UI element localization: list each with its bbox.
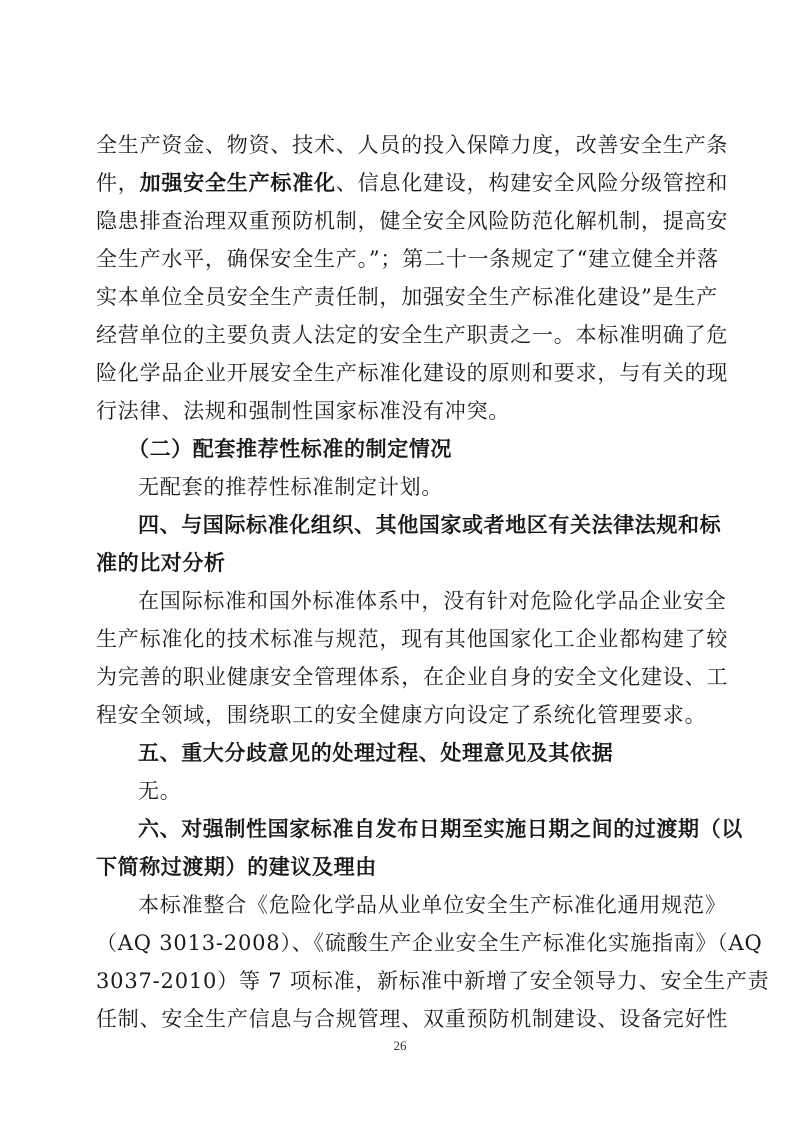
- paragraph-line: （AQ 3013-2008）、《硫酸生产企业安全生产标准化实施指南》（AQ: [96, 931, 763, 955]
- section-text: 无配套的推荐性标准制定计划。: [138, 475, 444, 499]
- section-heading-2: （二）配套推荐性标准的制定情况: [128, 437, 452, 461]
- paragraph-line: 本标准整合《危险化学品从业单位安全生产标准化通用规范》: [138, 893, 727, 917]
- paragraph-line: 险化学品企业开展安全生产标准化建设的原则和要求，与有关的现: [96, 361, 729, 385]
- section-text: 无。: [138, 779, 182, 803]
- text-run: 、信息化建设，构建安全风险分级管控和: [335, 171, 729, 195]
- paragraph-line: 在国际标准和国外标准体系中，没有针对危险化学品企业安全: [138, 589, 727, 613]
- section-heading-4: 四、与国际标准化组织、其他国家或者地区有关法律法规和标: [138, 513, 722, 537]
- paragraph-line: 全生产资金、物资、技术、人员的投入保障力度，改善安全生产条: [96, 133, 729, 157]
- section-heading-4-cont: 准的比对分析: [96, 551, 226, 575]
- section-heading-5: 五、重大分歧意见的处理过程、处理意见及其依据: [138, 741, 614, 765]
- section-heading-6: 六、对强制性国家标准自发布日期至实施日期之间的过渡期（以: [138, 817, 743, 841]
- paragraph-line: 实本单位全员安全生产责任制，加强安全生产标准化建设”是生产: [96, 285, 718, 309]
- paragraph-line: 全生产水平，确保安全生产。”；第二十一条规定了“建立健全并落: [96, 247, 719, 271]
- bold-text-run: 加强安全生产标准化: [139, 171, 336, 195]
- paragraph-line: 行法律、法规和强制性国家标准没有冲突。: [96, 399, 511, 423]
- paragraph-line: 隐患排查治理双重预防机制，健全安全风险防范化解机制，提高安: [96, 209, 729, 233]
- page-number: 26: [393, 1038, 407, 1053]
- paragraph-line: 3037-2010）等 7 项标准，新标准中新增了安全领导力、安全生产责: [96, 969, 770, 993]
- paragraph-line: 任制、安全生产信息与合规管理、双重预防机制建设、设备完好性: [96, 1007, 729, 1031]
- text-run: 件，: [96, 171, 140, 195]
- paragraph-line: 生产标准化的技术标准与规范，现有其他国家化工企业都构建了较: [96, 627, 729, 651]
- paragraph-line: 经营单位的主要负责人法定的安全生产职责之一。本标准明确了危: [96, 323, 729, 347]
- section-heading-6-cont: 下简称过渡期）的建议及理由: [96, 855, 377, 879]
- paragraph-line: [96, 168, 729, 198]
- paragraph-line: 为完善的职业健康安全管理体系，在企业自身的安全文化建设、工: [96, 665, 729, 689]
- paragraph-line: 程安全领域，围绕职工的安全健康方向设定了系统化管理要求。: [96, 703, 707, 727]
